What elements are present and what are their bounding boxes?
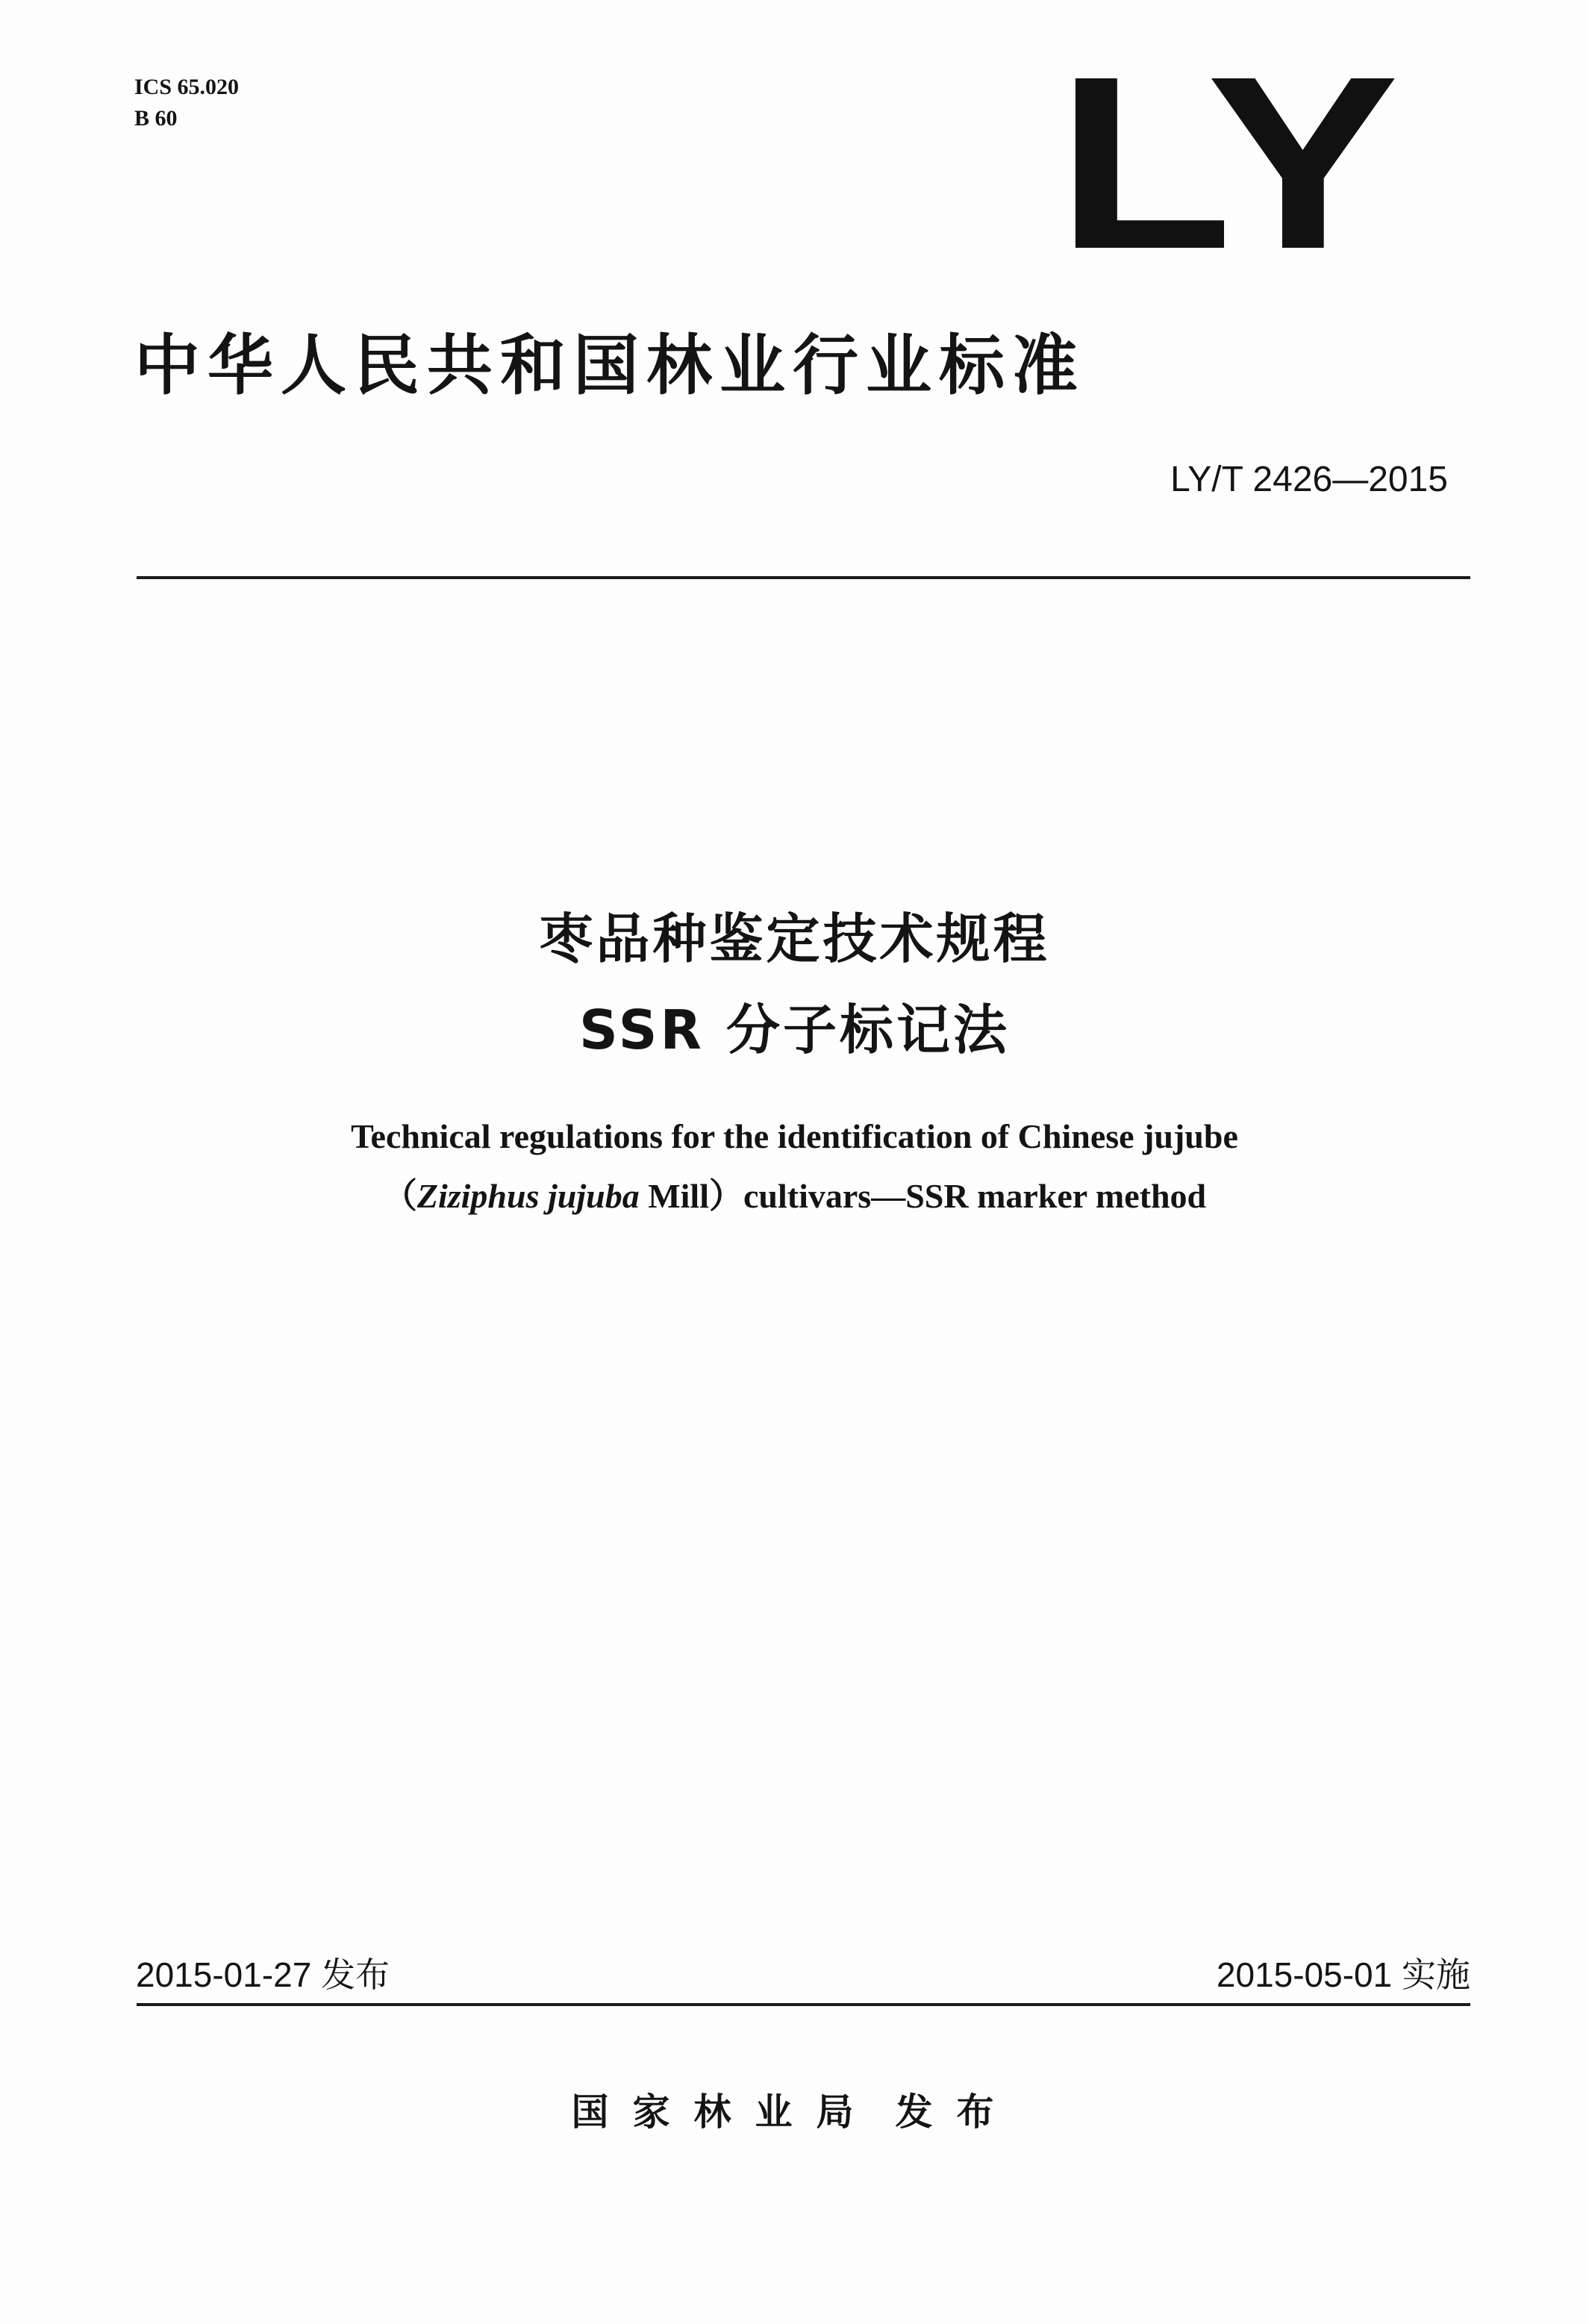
header-divider bbox=[137, 576, 1470, 579]
publisher-name: 国家林业局 bbox=[571, 2090, 878, 2134]
title-english-line-2 bbox=[0, 1169, 1589, 1218]
classification-codes bbox=[134, 72, 239, 134]
ly-logo-text: LY bbox=[1056, 75, 1399, 261]
title-chinese-line-1: 枣品种鉴定技术规程 bbox=[539, 908, 1050, 970]
standard-number: LY/T 2426—2015 bbox=[1170, 460, 1448, 499]
ly-logo bbox=[1052, 75, 1403, 261]
title-english-line-1: Technical regulations for the identification of Chinese jujube bbox=[351, 1117, 1238, 1155]
title-chinese-line-2: SSR 分子标记法 bbox=[579, 999, 1010, 1061]
publisher-action: 发布 bbox=[895, 2090, 1018, 2134]
title-english-line-2-rest: Mill）cultivars—SSR marker method bbox=[639, 1177, 1207, 1215]
issue-date: 2015-01-27 发布 bbox=[136, 1955, 390, 1994]
publisher-line bbox=[0, 2082, 1589, 2136]
species-name: Ziziphus jujuba bbox=[416, 1177, 640, 1215]
footer-divider bbox=[137, 2003, 1470, 2006]
ccs-code: B 60 bbox=[134, 106, 178, 131]
standard-category: 中华人民共和国林业行业标准 bbox=[134, 327, 1086, 404]
implementation-date: 2015-05-01 实施 bbox=[1216, 1955, 1470, 1994]
title-english-paren: （ bbox=[382, 1177, 417, 1215]
ics-code: ICS 65.020 bbox=[134, 75, 240, 99]
